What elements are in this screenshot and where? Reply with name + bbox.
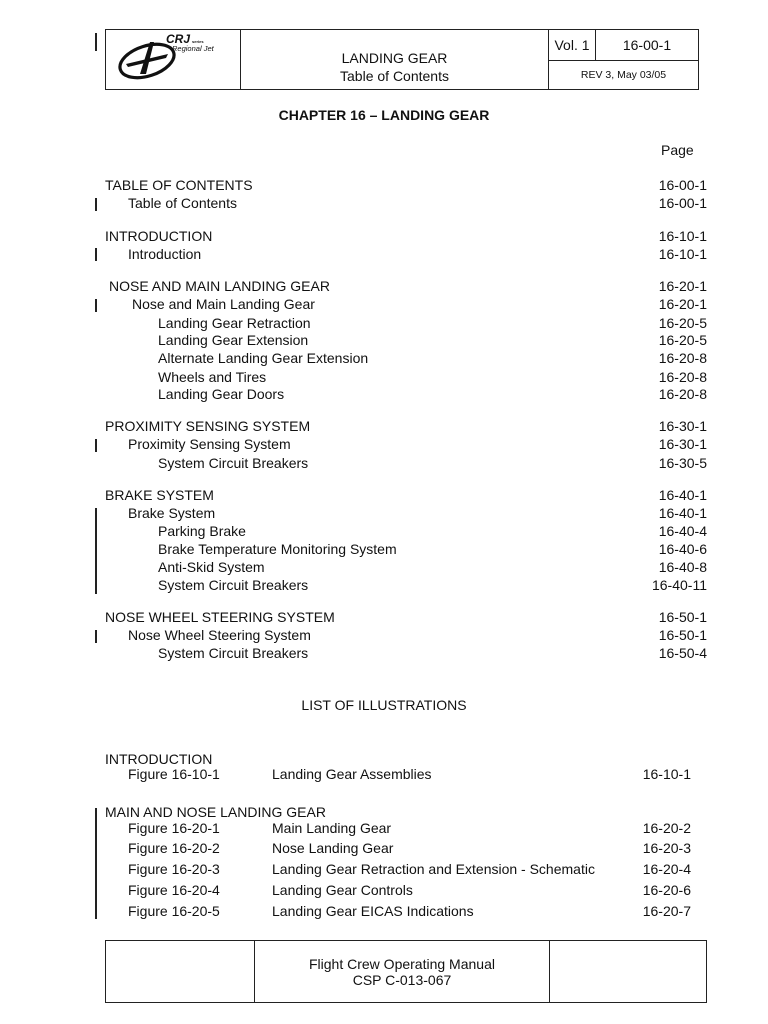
figure-page: 16-10-1 bbox=[642, 766, 691, 782]
toc-entry-page: 16-10-1 bbox=[658, 246, 707, 262]
page-column-label: Page bbox=[661, 142, 694, 158]
figure-number: Figure 16-20-1 bbox=[128, 820, 220, 836]
revision-date: REV 3, May 03/05 bbox=[549, 61, 699, 90]
toc-entry-page: 16-20-5 bbox=[658, 315, 707, 331]
toc-entry-text: Parking Brake bbox=[158, 523, 246, 539]
header-subtitle: Table of Contents bbox=[340, 67, 449, 84]
toc-entry-text: Alternate Landing Gear Extension bbox=[158, 350, 369, 366]
toc-entry-text: Introduction bbox=[128, 246, 202, 262]
toc-subentry-row bbox=[0, 644, 768, 662]
figure-title: Landing Gear Retraction and Extension - Schematic bbox=[272, 861, 595, 877]
toc-entry-page: 16-50-1 bbox=[658, 609, 707, 625]
toc-entry-row bbox=[0, 504, 768, 522]
toc-entry-page: 16-20-8 bbox=[658, 350, 707, 366]
figure-page: 16-20-2 bbox=[642, 820, 691, 836]
toc-entry-page: 16-30-1 bbox=[658, 418, 707, 434]
svg-text:CRJ: CRJ bbox=[166, 32, 191, 46]
toc-entry-text: Table of Contents bbox=[128, 195, 237, 211]
figure-page: 16-20-6 bbox=[642, 882, 691, 898]
toc-entry-page: 16-50-1 bbox=[658, 627, 707, 643]
toc-entry-page: 16-30-5 bbox=[658, 455, 707, 471]
toc-entry-text: System Circuit Breakers bbox=[158, 645, 309, 661]
logo-cell bbox=[106, 30, 241, 90]
toc-heading-row bbox=[0, 277, 768, 295]
section-code: 16-00-1 bbox=[596, 30, 699, 61]
toc-entry-row bbox=[0, 245, 768, 263]
toc-entry-page: 16-40-1 bbox=[658, 505, 707, 521]
toc-entry-page: 16-40-6 bbox=[658, 541, 707, 557]
volume-number: Vol. 1 bbox=[549, 30, 596, 61]
toc-entry-page: 16-40-8 bbox=[658, 559, 707, 575]
toc-entry-text: Brake System bbox=[128, 505, 216, 521]
revision-bar bbox=[95, 33, 97, 51]
crj-logo bbox=[106, 30, 240, 86]
toc-heading-row bbox=[0, 227, 768, 245]
svg-text:series: series bbox=[192, 39, 204, 44]
footer-center-cell bbox=[255, 941, 550, 1003]
toc-entry-text: System Circuit Breakers bbox=[158, 455, 309, 471]
toc-heading-row bbox=[0, 486, 768, 504]
toc-entry-text: Brake Temperature Monitoring System bbox=[158, 541, 397, 557]
toc-entry-text: Landing Gear Doors bbox=[158, 386, 285, 402]
toc-entry-page: 16-40-1 bbox=[658, 487, 707, 503]
footer-manual-title: Flight Crew Operating Manual bbox=[309, 955, 495, 972]
figure-number: Figure 16-20-4 bbox=[128, 882, 220, 898]
page-header bbox=[105, 29, 699, 90]
toc-heading-row bbox=[0, 417, 768, 435]
header-title-cell bbox=[241, 30, 549, 90]
figure-number: Figure 16-20-3 bbox=[128, 861, 220, 877]
toc-subentry-row bbox=[0, 349, 768, 367]
toc-entry-page: 16-20-5 bbox=[658, 332, 707, 348]
toc-entry-text: Proximity Sensing System bbox=[128, 436, 291, 452]
header-title: LANDING GEAR bbox=[341, 49, 448, 66]
toc-entry-row bbox=[0, 295, 768, 313]
toc-entry-row bbox=[0, 194, 768, 212]
toc-entry-page: 16-50-4 bbox=[658, 645, 707, 661]
toc-entry-text: Nose Wheel Steering System bbox=[128, 627, 311, 643]
toc-entry-text: INTRODUCTION bbox=[105, 228, 213, 244]
toc-entry-page: 16-20-8 bbox=[658, 369, 707, 385]
toc-heading-row bbox=[0, 608, 768, 626]
toc-entry-text: Landing Gear Retraction bbox=[158, 315, 311, 331]
toc-entry-row bbox=[0, 435, 768, 453]
footer-right-cell bbox=[550, 941, 707, 1003]
toc-entry-text: PROXIMITY SENSING SYSTEM bbox=[105, 418, 311, 434]
toc-entry-text: NOSE AND MAIN LANDING GEAR bbox=[109, 278, 330, 294]
figure-row bbox=[0, 860, 768, 878]
page-footer bbox=[105, 940, 707, 1003]
figure-title: Nose Landing Gear bbox=[272, 840, 394, 856]
toc-entry-page: 16-20-1 bbox=[658, 296, 707, 312]
toc-entry-page: 16-40-11 bbox=[651, 577, 707, 593]
toc-subentry-row bbox=[0, 368, 768, 386]
toc-subentry-row bbox=[0, 331, 768, 349]
illustrations-group-heading: INTRODUCTION bbox=[105, 751, 213, 767]
toc-subentry-row bbox=[0, 576, 768, 594]
toc-entry-text: Landing Gear Extension bbox=[158, 332, 309, 348]
toc-subentry-row bbox=[0, 540, 768, 558]
toc-entry-text: System Circuit Breakers bbox=[158, 577, 309, 593]
footer-doc-number: CSP C-013-067 bbox=[352, 971, 452, 988]
toc-entry-page: 16-00-1 bbox=[658, 195, 707, 211]
footer-left-cell bbox=[106, 941, 255, 1003]
toc-subentry-row bbox=[0, 385, 768, 403]
toc-entry-text: TABLE OF CONTENTS bbox=[105, 177, 253, 193]
toc-entry-page: 16-10-1 bbox=[658, 228, 707, 244]
toc-entry-page: 16-00-1 bbox=[658, 177, 707, 193]
figure-title: Landing Gear Controls bbox=[272, 882, 413, 898]
toc-entry-text: BRAKE SYSTEM bbox=[105, 487, 214, 503]
toc-entry-text: Nose and Main Landing Gear bbox=[132, 296, 315, 312]
figure-row bbox=[0, 881, 768, 899]
figure-row bbox=[0, 902, 768, 920]
figure-title: Main Landing Gear bbox=[272, 820, 392, 836]
toc-subentry-row bbox=[0, 454, 768, 472]
toc-entry-page: 16-30-1 bbox=[658, 436, 707, 452]
svg-text:Regional Jet: Regional Jet bbox=[172, 44, 214, 53]
figure-row bbox=[0, 839, 768, 857]
chapter-title: CHAPTER 16 – LANDING GEAR bbox=[278, 107, 490, 123]
figure-title: Landing Gear Assemblies bbox=[272, 766, 432, 782]
figure-page: 16-20-3 bbox=[642, 840, 691, 856]
figure-title: Landing Gear EICAS Indications bbox=[272, 903, 474, 919]
toc-heading-row bbox=[0, 176, 768, 194]
figure-row bbox=[0, 819, 768, 837]
toc-entry-page: 16-20-8 bbox=[658, 386, 707, 402]
figure-row bbox=[0, 765, 768, 783]
toc-subentry-row bbox=[0, 558, 768, 576]
toc-entry-page: 16-20-1 bbox=[658, 278, 707, 294]
figure-number: Figure 16-10-1 bbox=[128, 766, 220, 782]
toc-subentry-row bbox=[0, 522, 768, 540]
figure-number: Figure 16-20-5 bbox=[128, 903, 220, 919]
toc-entry-text: NOSE WHEEL STEERING SYSTEM bbox=[105, 609, 335, 625]
illustrations-title: LIST OF ILLUSTRATIONS bbox=[301, 697, 467, 713]
illustrations-group-heading: MAIN AND NOSE LANDING GEAR bbox=[105, 804, 326, 820]
figure-page: 16-20-4 bbox=[642, 861, 691, 877]
figure-page: 16-20-7 bbox=[642, 903, 691, 919]
toc-entry-row bbox=[0, 626, 768, 644]
toc-entry-page: 16-40-4 bbox=[658, 523, 707, 539]
figure-number: Figure 16-20-2 bbox=[128, 840, 220, 856]
toc-entry-text: Anti-Skid System bbox=[158, 559, 265, 575]
toc-entry-text: Wheels and Tires bbox=[158, 369, 267, 385]
toc-subentry-row bbox=[0, 314, 768, 332]
